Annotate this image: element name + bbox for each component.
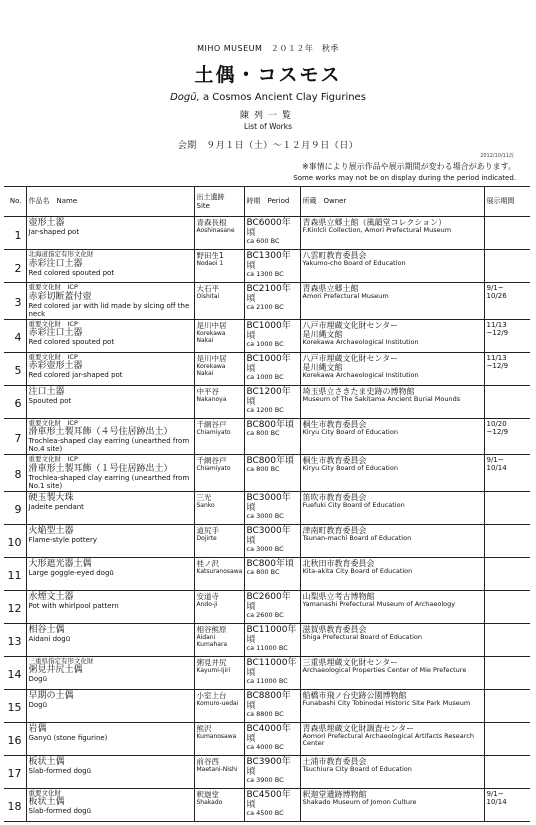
- work-name-en: Jadeite pendant: [28, 502, 84, 511]
- work-name-cell: [26, 319, 194, 352]
- work-name-jp: 壺形土器: [28, 218, 65, 228]
- period-cell: [244, 250, 300, 283]
- work-name-cell: [26, 352, 194, 385]
- site-cell: [194, 656, 244, 689]
- work-name-en: Slab-formed dogū: [28, 807, 92, 815]
- period-en: ca 11000 BC: [246, 643, 288, 652]
- owner-jp: 青森県立郷土館（風韻堂コレクション）: [302, 218, 447, 227]
- owner-en: Kiryu City Board of Education: [302, 427, 398, 436]
- owner-en: Korekawa Archaeological Institution: [302, 337, 419, 346]
- period-en: ca 600 BC: [246, 237, 280, 245]
- display-period: [484, 623, 530, 656]
- work-name-cell: [26, 283, 194, 320]
- site-jp: 三光: [196, 492, 212, 502]
- owner-jp: 八雲町教育委員会: [302, 251, 367, 260]
- owner-cell: [300, 385, 484, 418]
- site-en: Korekawa Nakai: [196, 329, 226, 344]
- work-name-jp: 板状土偶: [28, 797, 65, 807]
- site-jp: 桂ノ沢: [196, 558, 219, 568]
- work-name-jp: 滑車形土製耳飾（４号住居跡出土）: [28, 427, 173, 437]
- owner-cell: [300, 352, 484, 385]
- work-name-cell: [26, 689, 194, 722]
- owner-en: Fuefuki City Board of Education: [302, 500, 405, 509]
- work-name-jp: 赤彩切断蓋付壺: [28, 291, 92, 302]
- works-table: [4, 186, 530, 822]
- work-name-cell: [26, 418, 194, 455]
- owner-en: Funabashi City Tobinodai Historic Site Park Museum: [302, 698, 471, 707]
- site-en: Katsuranosawa: [196, 567, 243, 575]
- work-name-jp: 赤彩注口土器: [28, 328, 83, 338]
- period-cell: [244, 217, 300, 250]
- period-cell: [244, 755, 300, 788]
- work-name-en: Large goggle-eyed dogū: [28, 568, 114, 577]
- site-cell: [194, 352, 244, 385]
- display-period: 9/1~ 10/14: [484, 788, 530, 821]
- display-period: [484, 250, 530, 283]
- work-name-jp: 早期の土偶: [28, 690, 74, 701]
- row-number: 3: [4, 283, 26, 320]
- owner-jp: 釈迦堂遺跡博物館: [302, 789, 367, 799]
- owner-en: Yakumo-cho Board of Education: [302, 259, 406, 267]
- site-cell: [194, 455, 244, 492]
- owner-jp: 八戸市埋蔵文化財センター 是川縄文館: [302, 320, 399, 339]
- owner-cell: [300, 217, 484, 250]
- owner-cell: [300, 418, 484, 455]
- page-title: 土偶・コスモス: [194, 64, 342, 86]
- owner-jp: 滋賀県教育委員会: [302, 624, 367, 634]
- period-jp: BC2100年頃: [246, 284, 291, 304]
- period-en: ca 800 BC: [246, 567, 280, 576]
- work-name-cell: [26, 656, 194, 689]
- table-row: [4, 385, 530, 418]
- owner-jp: 青森県立郷土館: [302, 284, 359, 293]
- owner-jp: 北秋田市教育委員会: [302, 558, 375, 568]
- period-cell: [244, 418, 300, 455]
- col-header-period: 時期 Period: [244, 187, 300, 217]
- period-cell: [244, 722, 300, 755]
- site-jp: 是川中居: [196, 353, 227, 363]
- period-cell: [244, 352, 300, 385]
- work-name-en: Ganyū (stone figurine): [28, 733, 108, 742]
- site-en: Chiamiyato: [196, 428, 231, 436]
- owner-cell: [300, 455, 484, 492]
- display-period: [484, 557, 530, 590]
- site-cell: [194, 689, 244, 722]
- row-number: 1: [4, 217, 26, 250]
- owner-en: Museum of The Sakitama Ancient Burial Mounds: [302, 394, 461, 403]
- owner-en: Tsunan-machi Board of Education: [302, 533, 412, 542]
- period-en: ca 4500 BC: [246, 808, 284, 817]
- owner-en: Archaeological Properties Center of Mie Prefecture: [302, 665, 467, 674]
- col-header-site: 出土遺跡 Site: [194, 187, 244, 217]
- work-name-jp: 硬玉製大珠: [28, 492, 74, 503]
- work-name-en: Jar-shaped pot: [28, 228, 80, 236]
- owner-jp: 桐生市教育委員会: [302, 419, 367, 429]
- work-name-en: Red colored spouted pot: [28, 268, 115, 277]
- site-en: Korekawa Nakai: [196, 362, 226, 377]
- row-number: 18: [4, 788, 26, 821]
- period-cell: [244, 455, 300, 492]
- row-number: 9: [4, 491, 26, 524]
- period-en: ca 1200 BC: [246, 405, 284, 414]
- table-row: [4, 455, 530, 492]
- period-jp: BC1000年頃: [246, 320, 291, 341]
- site-cell: [194, 491, 244, 524]
- display-period: [484, 755, 530, 788]
- site-cell: [194, 557, 244, 590]
- table-header-row: [4, 187, 530, 217]
- designation-label: 重要文化財 ICP: [28, 455, 78, 463]
- work-name-cell: [26, 250, 194, 283]
- period-jp: BC3000年頃: [246, 492, 291, 513]
- work-name-cell: [26, 455, 194, 492]
- period-en: ca 8800 BC: [246, 709, 284, 718]
- notice-jp: ※事情により展示作品や展示期間が変わる場合があります。: [301, 162, 516, 171]
- period-cell: [244, 283, 300, 320]
- table-row: [4, 491, 530, 524]
- site-jp: 釈迦堂: [196, 789, 219, 799]
- owner-jp: 八戸市埋蔵文化財センター 是川縄文館: [302, 353, 399, 372]
- work-name-en: Red colored jar with lid made by slcing off the neck: [28, 301, 190, 318]
- owner-cell: [300, 250, 484, 283]
- owner-cell: [300, 524, 484, 557]
- designation-label: 重要文化財 ICP: [28, 352, 78, 361]
- owner-jp: 土浦市教育委員会: [302, 756, 367, 766]
- period-jp: BC4000年頃: [246, 723, 291, 744]
- owner-en: Shakado Museum of Jomon Culture: [302, 797, 417, 806]
- site-cell: [194, 283, 244, 320]
- site-cell: [194, 250, 244, 283]
- period-en: ca 1000 BC: [246, 339, 284, 348]
- table-row: [4, 319, 530, 352]
- period-jp: BC11000年頃: [246, 657, 297, 678]
- subtitle: [0, 92, 536, 103]
- site-cell: [194, 590, 244, 623]
- owner-cell: [300, 755, 484, 788]
- work-name-en: Red colored jar-shaped pot: [28, 371, 123, 379]
- owner-cell: [300, 656, 484, 689]
- period-en: ca 2600 BC: [246, 610, 284, 619]
- work-name-en: Aidani dogū: [28, 634, 71, 643]
- period-cell: [244, 623, 300, 656]
- row-number: 7: [4, 418, 26, 455]
- site-en: Nakanoya: [196, 395, 227, 403]
- owner-en: Amori Prefectural Museum: [302, 292, 389, 300]
- period-jp: BC3000年頃: [246, 525, 291, 546]
- table-row: [4, 623, 530, 656]
- table-row: [4, 524, 530, 557]
- display-period: 9/1~ 10/14: [484, 455, 530, 492]
- row-number: 13: [4, 623, 26, 656]
- owner-cell: [300, 283, 484, 320]
- work-name-cell: [26, 491, 194, 524]
- period-jp: BC11000年頃: [246, 624, 297, 645]
- table-row: [4, 352, 530, 385]
- site-en: Oishitai: [196, 293, 220, 300]
- owner-cell: [300, 491, 484, 524]
- period-jp: BC800年頃: [246, 558, 294, 569]
- period-en: ca 4000 BC: [246, 742, 284, 751]
- exhibition-period: 会期 ９月１日（土）～１２月９日（日）: [177, 141, 359, 151]
- list-heading-jp: 陳列一覧: [239, 111, 296, 121]
- owner-jp: 桐生市教育委員会: [302, 456, 367, 465]
- row-number: 11: [4, 557, 26, 590]
- site-jp: 安道寺: [196, 591, 219, 601]
- period-jp: BC1000年頃: [246, 353, 291, 374]
- col-header-display: 展示期間: [484, 187, 530, 217]
- display-period: [484, 385, 530, 418]
- work-name-cell: [26, 557, 194, 590]
- designation-label: 重要文化財 ICP: [28, 319, 78, 328]
- work-name-en: Red colored spouted pot: [28, 338, 115, 346]
- period-cell: [244, 656, 300, 689]
- owner-cell: [300, 722, 484, 755]
- site-jp: 中平谷: [196, 386, 219, 396]
- period-en: ca 800 BC: [246, 428, 280, 437]
- work-name-en: Slab-formed dogū: [28, 766, 92, 775]
- designation-label: 三重県指定有形文化財: [28, 656, 94, 665]
- subtitle-rest: a Cosmos Ancient Clay Figurines: [199, 92, 366, 103]
- table-row: [4, 250, 530, 283]
- site-en: Ando-ji: [196, 600, 218, 608]
- work-name-en: Pot with whirlpool pattern: [28, 601, 119, 610]
- site-en: Kumanosawa: [196, 732, 237, 740]
- owner-cell: [300, 788, 484, 821]
- site-en: Aoshinasane: [196, 227, 235, 234]
- site-cell: [194, 623, 244, 656]
- period-jp: BC8800年頃: [246, 690, 291, 711]
- period-jp: BC800年頃: [246, 419, 294, 430]
- period-en: ca 3900 BC: [246, 775, 284, 784]
- owner-en: Aomori Prefectural Archaeological Artifacts Research Center: [302, 731, 474, 747]
- display-period: [484, 722, 530, 755]
- site-jp: 小室上台: [196, 690, 227, 700]
- table-row: [4, 217, 530, 250]
- site-cell: [194, 788, 244, 821]
- owner-jp: 船橋市飛ノ台史跡公園博物館: [302, 690, 407, 700]
- display-period: 10/20 ~12/9: [484, 418, 530, 455]
- table-row: [4, 755, 530, 788]
- period-jp: BC4500年頃: [246, 789, 291, 810]
- col-header-name: 作品名 Name: [26, 187, 194, 217]
- owner-jp: 笛吹市教育委員会: [302, 492, 367, 502]
- site-en: Maetani-Nishi: [196, 765, 238, 773]
- row-number: 17: [4, 755, 26, 788]
- period-cell: [244, 590, 300, 623]
- period-jp: BC3900年頃: [246, 756, 291, 777]
- site-en: Komuro-uedai: [196, 699, 239, 707]
- designation-label: 重要文化財: [28, 788, 61, 797]
- owner-cell: [300, 557, 484, 590]
- display-period: 9/1~ 10/26: [484, 283, 530, 320]
- site-cell: [194, 319, 244, 352]
- row-number: 8: [4, 455, 26, 492]
- site-jp: 千網谷戸: [196, 419, 227, 429]
- period-en: ca 2100 BC: [246, 303, 284, 311]
- site-en: Kayumi-Ijiri: [196, 666, 231, 674]
- designation-label: 北海道指定有形文化財: [28, 250, 94, 258]
- site-en: Chiamiyato: [196, 465, 231, 472]
- site-jp: 前谷西: [196, 756, 219, 766]
- work-name-jp: 大形遮光器土偶: [28, 558, 92, 569]
- site-en: Sanko: [196, 501, 215, 509]
- work-name-cell: [26, 385, 194, 418]
- designation-label: 重要文化財 ICP: [28, 283, 78, 291]
- work-name-jp: 火焔型土器: [28, 525, 74, 536]
- table-row: [4, 557, 530, 590]
- work-name-jp: 相谷土偶: [28, 624, 65, 635]
- owner-jp: 青森県埋蔵文化財調査センター: [302, 723, 415, 733]
- owner-jp: 三重県埋蔵文化財センター: [302, 657, 399, 667]
- site-jp: 相谷熊原: [196, 624, 227, 634]
- work-name-cell: [26, 722, 194, 755]
- work-name-en: Trochlea-shaped clay earring (unearthed from No.1 site): [28, 473, 190, 490]
- row-number: 4: [4, 319, 26, 352]
- period-cell: [244, 524, 300, 557]
- work-name-en: Dogū: [28, 700, 48, 709]
- table-row: [4, 722, 530, 755]
- row-number: 2: [4, 250, 26, 283]
- owner-en: F.Kinlcli Collection, Amori Prefectural Museum: [302, 226, 452, 234]
- display-period: 11/13 ~12/9: [484, 352, 530, 385]
- revision-date: 2012/10/11改: [480, 153, 514, 159]
- period-en: ca 11000 BC: [246, 676, 288, 685]
- site-en: Nodaoi 1: [196, 260, 224, 267]
- work-name-jp: 水煙文土器: [28, 591, 74, 602]
- table-row: [4, 656, 530, 689]
- work-name-jp: 粥見井尻土偶: [28, 665, 83, 675]
- owner-jp: 山梨県立考古博物館: [302, 591, 375, 601]
- period-en: ca 3000 BC: [246, 511, 284, 520]
- period-cell: [244, 689, 300, 722]
- site-jp: 野田生1: [196, 251, 224, 260]
- owner-jp: 津南町教育委員会: [302, 525, 367, 535]
- period-cell: [244, 385, 300, 418]
- period-jp: BC1300年頃: [246, 251, 291, 271]
- owner-en: Kiryu City Board of Education: [302, 464, 398, 472]
- owner-cell: [300, 590, 484, 623]
- museum-line: MIHO MUSEUM ２０１２年 秋季: [197, 44, 339, 53]
- row-number: 6: [4, 385, 26, 418]
- work-name-en: Trochlea-shaped clay earring (unearthed from No.4 site): [28, 437, 190, 453]
- owner-cell: [300, 623, 484, 656]
- row-number: 12: [4, 590, 26, 623]
- site-en: Shakado: [196, 798, 223, 806]
- work-name-en: Spouted pot: [28, 396, 72, 405]
- site-en: Aidani Kumahara: [196, 633, 228, 648]
- site-jp: 是川中居: [196, 320, 227, 330]
- notice-en: Some works may not be on display during the period indicated.: [293, 174, 516, 182]
- designation-label: 重要文化財 ICP: [28, 418, 78, 427]
- subtitle-italic: Dogū,: [170, 92, 200, 103]
- period-jp: BC2600年頃: [246, 591, 291, 612]
- display-period: [484, 656, 530, 689]
- period-cell: [244, 491, 300, 524]
- row-number: 15: [4, 689, 26, 722]
- display-period: [484, 491, 530, 524]
- table-row: [4, 590, 530, 623]
- owner-cell: [300, 689, 484, 722]
- site-cell: [194, 385, 244, 418]
- site-jp: 青森長根: [196, 218, 227, 227]
- work-name-cell: [26, 590, 194, 623]
- row-number: 10: [4, 524, 26, 557]
- period-cell: [244, 319, 300, 352]
- display-period: [484, 590, 530, 623]
- work-name-en: Flame-style pottery: [28, 535, 97, 544]
- site-cell: [194, 217, 244, 250]
- period-cell: [244, 557, 300, 590]
- site-en: Dojirte: [196, 534, 217, 542]
- col-header-owner: 所蔵 Owner: [300, 187, 484, 217]
- list-heading-en: List of Works: [243, 122, 292, 131]
- period-jp: BC1200年頃: [246, 386, 291, 407]
- table-row: [4, 689, 530, 722]
- site-jp: 熊沢: [196, 723, 212, 733]
- site-cell: [194, 722, 244, 755]
- site-jp: 粥見井尻: [196, 657, 227, 667]
- work-name-cell: [26, 217, 194, 250]
- period-en: ca 1000 BC: [246, 372, 284, 381]
- site-jp: 大石平: [196, 284, 219, 293]
- period-jp: BC6000年頃: [246, 218, 291, 238]
- table-row: [4, 418, 530, 455]
- period-en: ca 800 BC: [246, 465, 280, 473]
- work-name-cell: [26, 623, 194, 656]
- work-name-cell: [26, 524, 194, 557]
- site-jp: 千網谷戸: [196, 456, 227, 465]
- period-en: ca 3000 BC: [246, 544, 284, 553]
- site-cell: [194, 418, 244, 455]
- site-jp: 道尻手: [196, 525, 219, 535]
- row-number: 14: [4, 656, 26, 689]
- owner-jp: 埼玉県立さきたま史跡の博物館: [302, 386, 415, 396]
- display-period: [484, 524, 530, 557]
- site-cell: [194, 524, 244, 557]
- work-name-jp: 赤彩壺形土器: [28, 361, 83, 371]
- work-name-cell: [26, 788, 194, 821]
- owner-en: Yamanashi Prefectural Museum of Archaeology: [302, 599, 456, 608]
- period-en: ca 1300 BC: [246, 270, 284, 278]
- col-header-no: No.: [4, 187, 26, 217]
- row-number: 16: [4, 722, 26, 755]
- owner-en: Kita-akita City Board of Education: [302, 566, 413, 575]
- period-jp: BC800年頃: [246, 456, 294, 466]
- work-name-jp: 注口土器: [28, 386, 65, 397]
- work-name-cell: [26, 755, 194, 788]
- period-cell: [244, 788, 300, 821]
- table-row: [4, 788, 530, 821]
- owner-en: Tsuchiura City Board of Education: [302, 764, 412, 773]
- owner-cell: [300, 319, 484, 352]
- owner-en: Korekawa Archaeological Institution: [302, 370, 419, 379]
- row-number: 5: [4, 352, 26, 385]
- work-name-jp: 板状土偶: [28, 756, 65, 767]
- display-period: 11/13 ~12/9: [484, 319, 530, 352]
- work-name-jp: 岩偶: [28, 723, 47, 734]
- display-period: [484, 217, 530, 250]
- table-row: [4, 283, 530, 320]
- work-name-jp: 赤彩注口土器: [28, 258, 83, 269]
- work-name-jp: 滑車形土製耳飾（１号住居跡出土）: [28, 463, 173, 474]
- owner-en: Shiga Prefectural Board of Education: [302, 632, 422, 641]
- work-name-en: Dogū: [28, 675, 48, 683]
- display-period: [484, 689, 530, 722]
- site-cell: [194, 755, 244, 788]
